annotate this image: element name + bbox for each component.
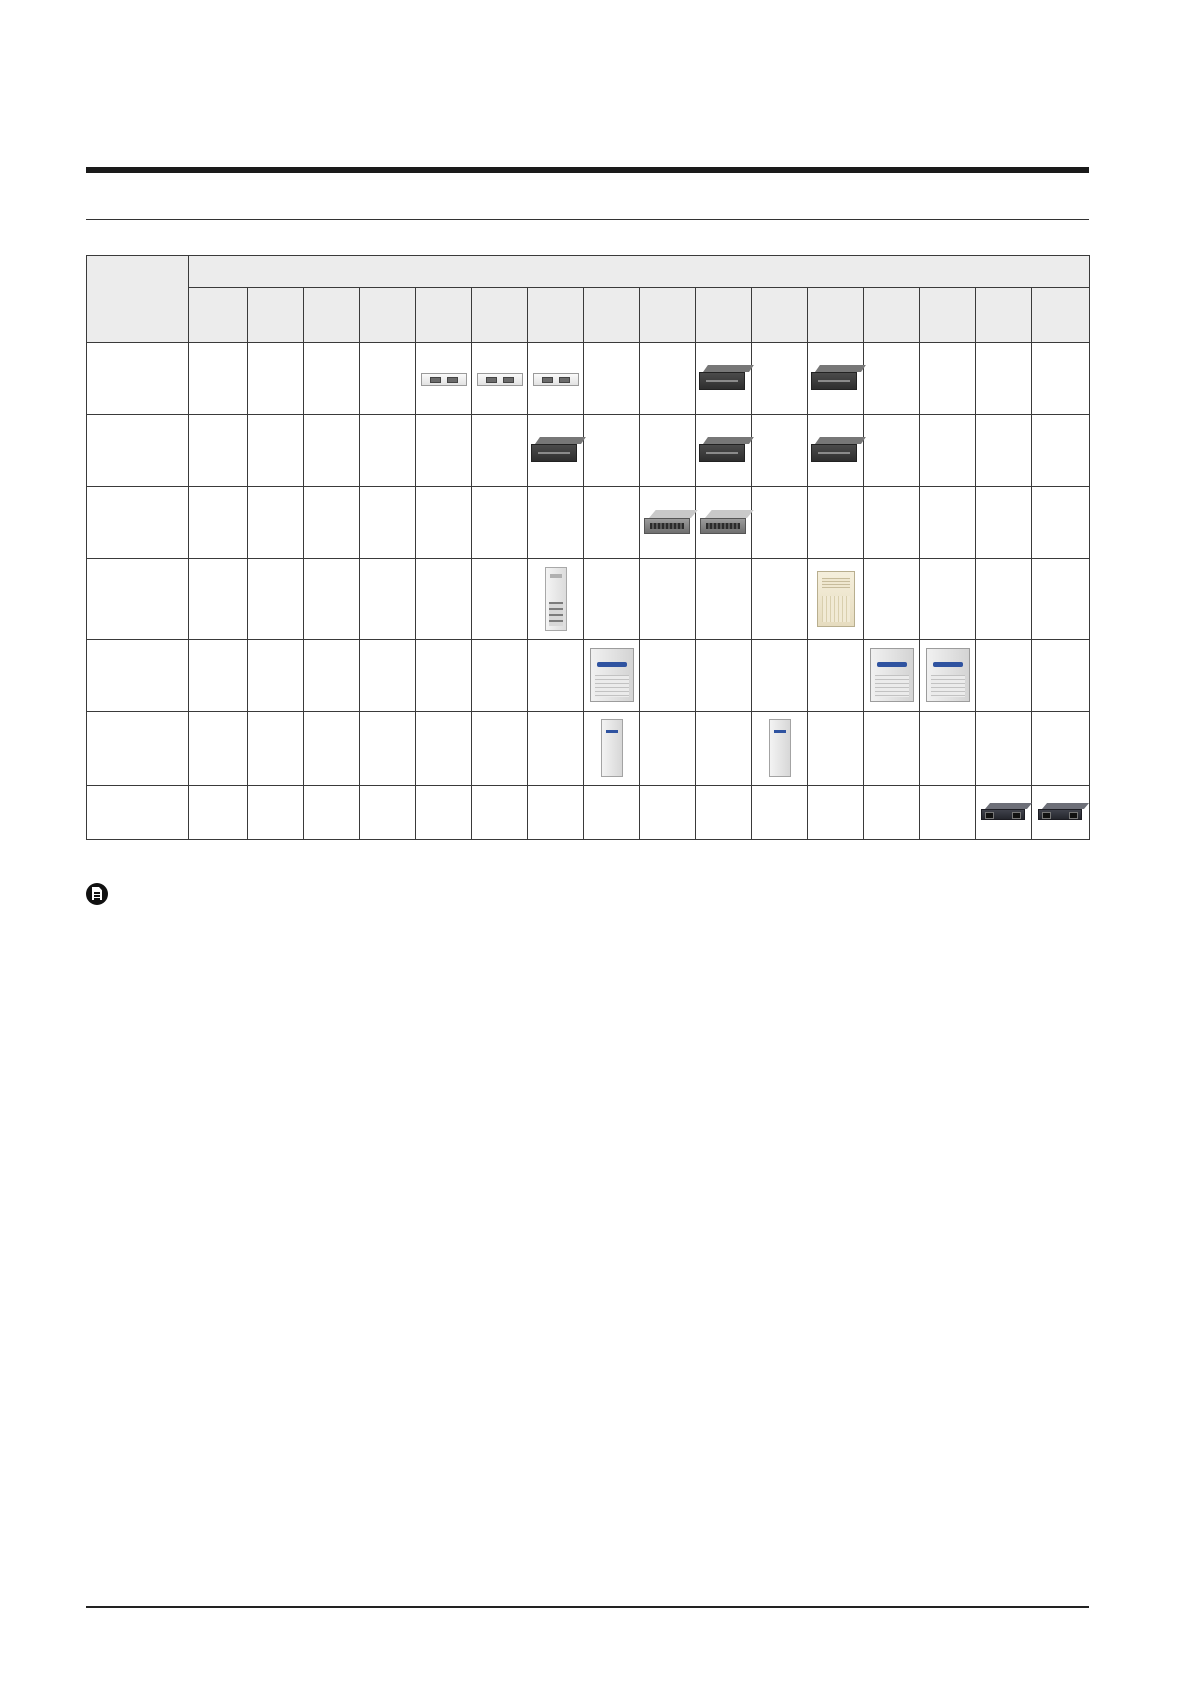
duct-dark-unit-image bbox=[811, 437, 861, 464]
capacity-col-10 bbox=[696, 288, 752, 343]
floor-standing-unit-image bbox=[545, 567, 567, 631]
capacity-col-11 bbox=[752, 288, 808, 343]
note-document-icon bbox=[86, 883, 108, 905]
footer-rule bbox=[86, 1606, 1089, 1608]
capacity-col-2 bbox=[248, 288, 304, 343]
table-row bbox=[87, 415, 1090, 487]
duct-slim-unit-image bbox=[421, 373, 467, 386]
capacity-col-12 bbox=[808, 288, 864, 343]
capacity-col-1 bbox=[189, 288, 248, 343]
row-label bbox=[87, 343, 189, 415]
row-label bbox=[87, 711, 189, 785]
header-rule-thin bbox=[86, 219, 1089, 220]
capacity-col-6 bbox=[472, 288, 528, 343]
duct-silver-unit-image bbox=[700, 510, 748, 536]
duct-dark-unit-image bbox=[699, 365, 749, 392]
capacity-col-16 bbox=[1032, 288, 1090, 343]
capacity-col-14 bbox=[920, 288, 976, 343]
table-row bbox=[87, 785, 1090, 839]
row-label bbox=[87, 785, 189, 839]
outdoor-unit-image bbox=[870, 648, 914, 702]
duct-dark-unit-image bbox=[531, 437, 581, 464]
duct-silver-unit-image bbox=[644, 510, 692, 536]
table-row bbox=[87, 487, 1090, 559]
table-row bbox=[87, 711, 1090, 785]
row-header-corner bbox=[87, 256, 189, 343]
row-label bbox=[87, 415, 189, 487]
capacity-col-13 bbox=[864, 288, 920, 343]
table-row bbox=[87, 559, 1090, 639]
capacity-header bbox=[189, 256, 1090, 288]
product-lineup-table bbox=[86, 255, 1090, 840]
row-label bbox=[87, 487, 189, 559]
outdoor-unit-image bbox=[926, 648, 970, 702]
capacity-col-8 bbox=[584, 288, 640, 343]
erv-unit-image bbox=[981, 803, 1027, 821]
capacity-col-4 bbox=[360, 288, 416, 343]
capacity-col-15 bbox=[976, 288, 1032, 343]
outdoor-tall-unit-image bbox=[601, 719, 623, 777]
duct-slim-unit-image bbox=[533, 373, 579, 386]
outdoor-unit-image bbox=[590, 648, 634, 702]
capacity-col-3 bbox=[304, 288, 360, 343]
capacity-col-7 bbox=[528, 288, 584, 343]
capacity-col-9 bbox=[640, 288, 696, 343]
capacity-col-5 bbox=[416, 288, 472, 343]
outdoor-tall-unit-image bbox=[769, 719, 791, 777]
row-label bbox=[87, 559, 189, 639]
duct-dark-unit-image bbox=[811, 365, 861, 392]
header-rule-thick bbox=[86, 167, 1089, 173]
table-row bbox=[87, 639, 1090, 711]
erv-unit-image bbox=[1038, 803, 1084, 821]
table-row bbox=[87, 343, 1090, 415]
floor-standing-beige-unit-image bbox=[817, 571, 855, 627]
duct-dark-unit-image bbox=[699, 437, 749, 464]
duct-slim-unit-image bbox=[477, 373, 523, 386]
row-label bbox=[87, 639, 189, 711]
